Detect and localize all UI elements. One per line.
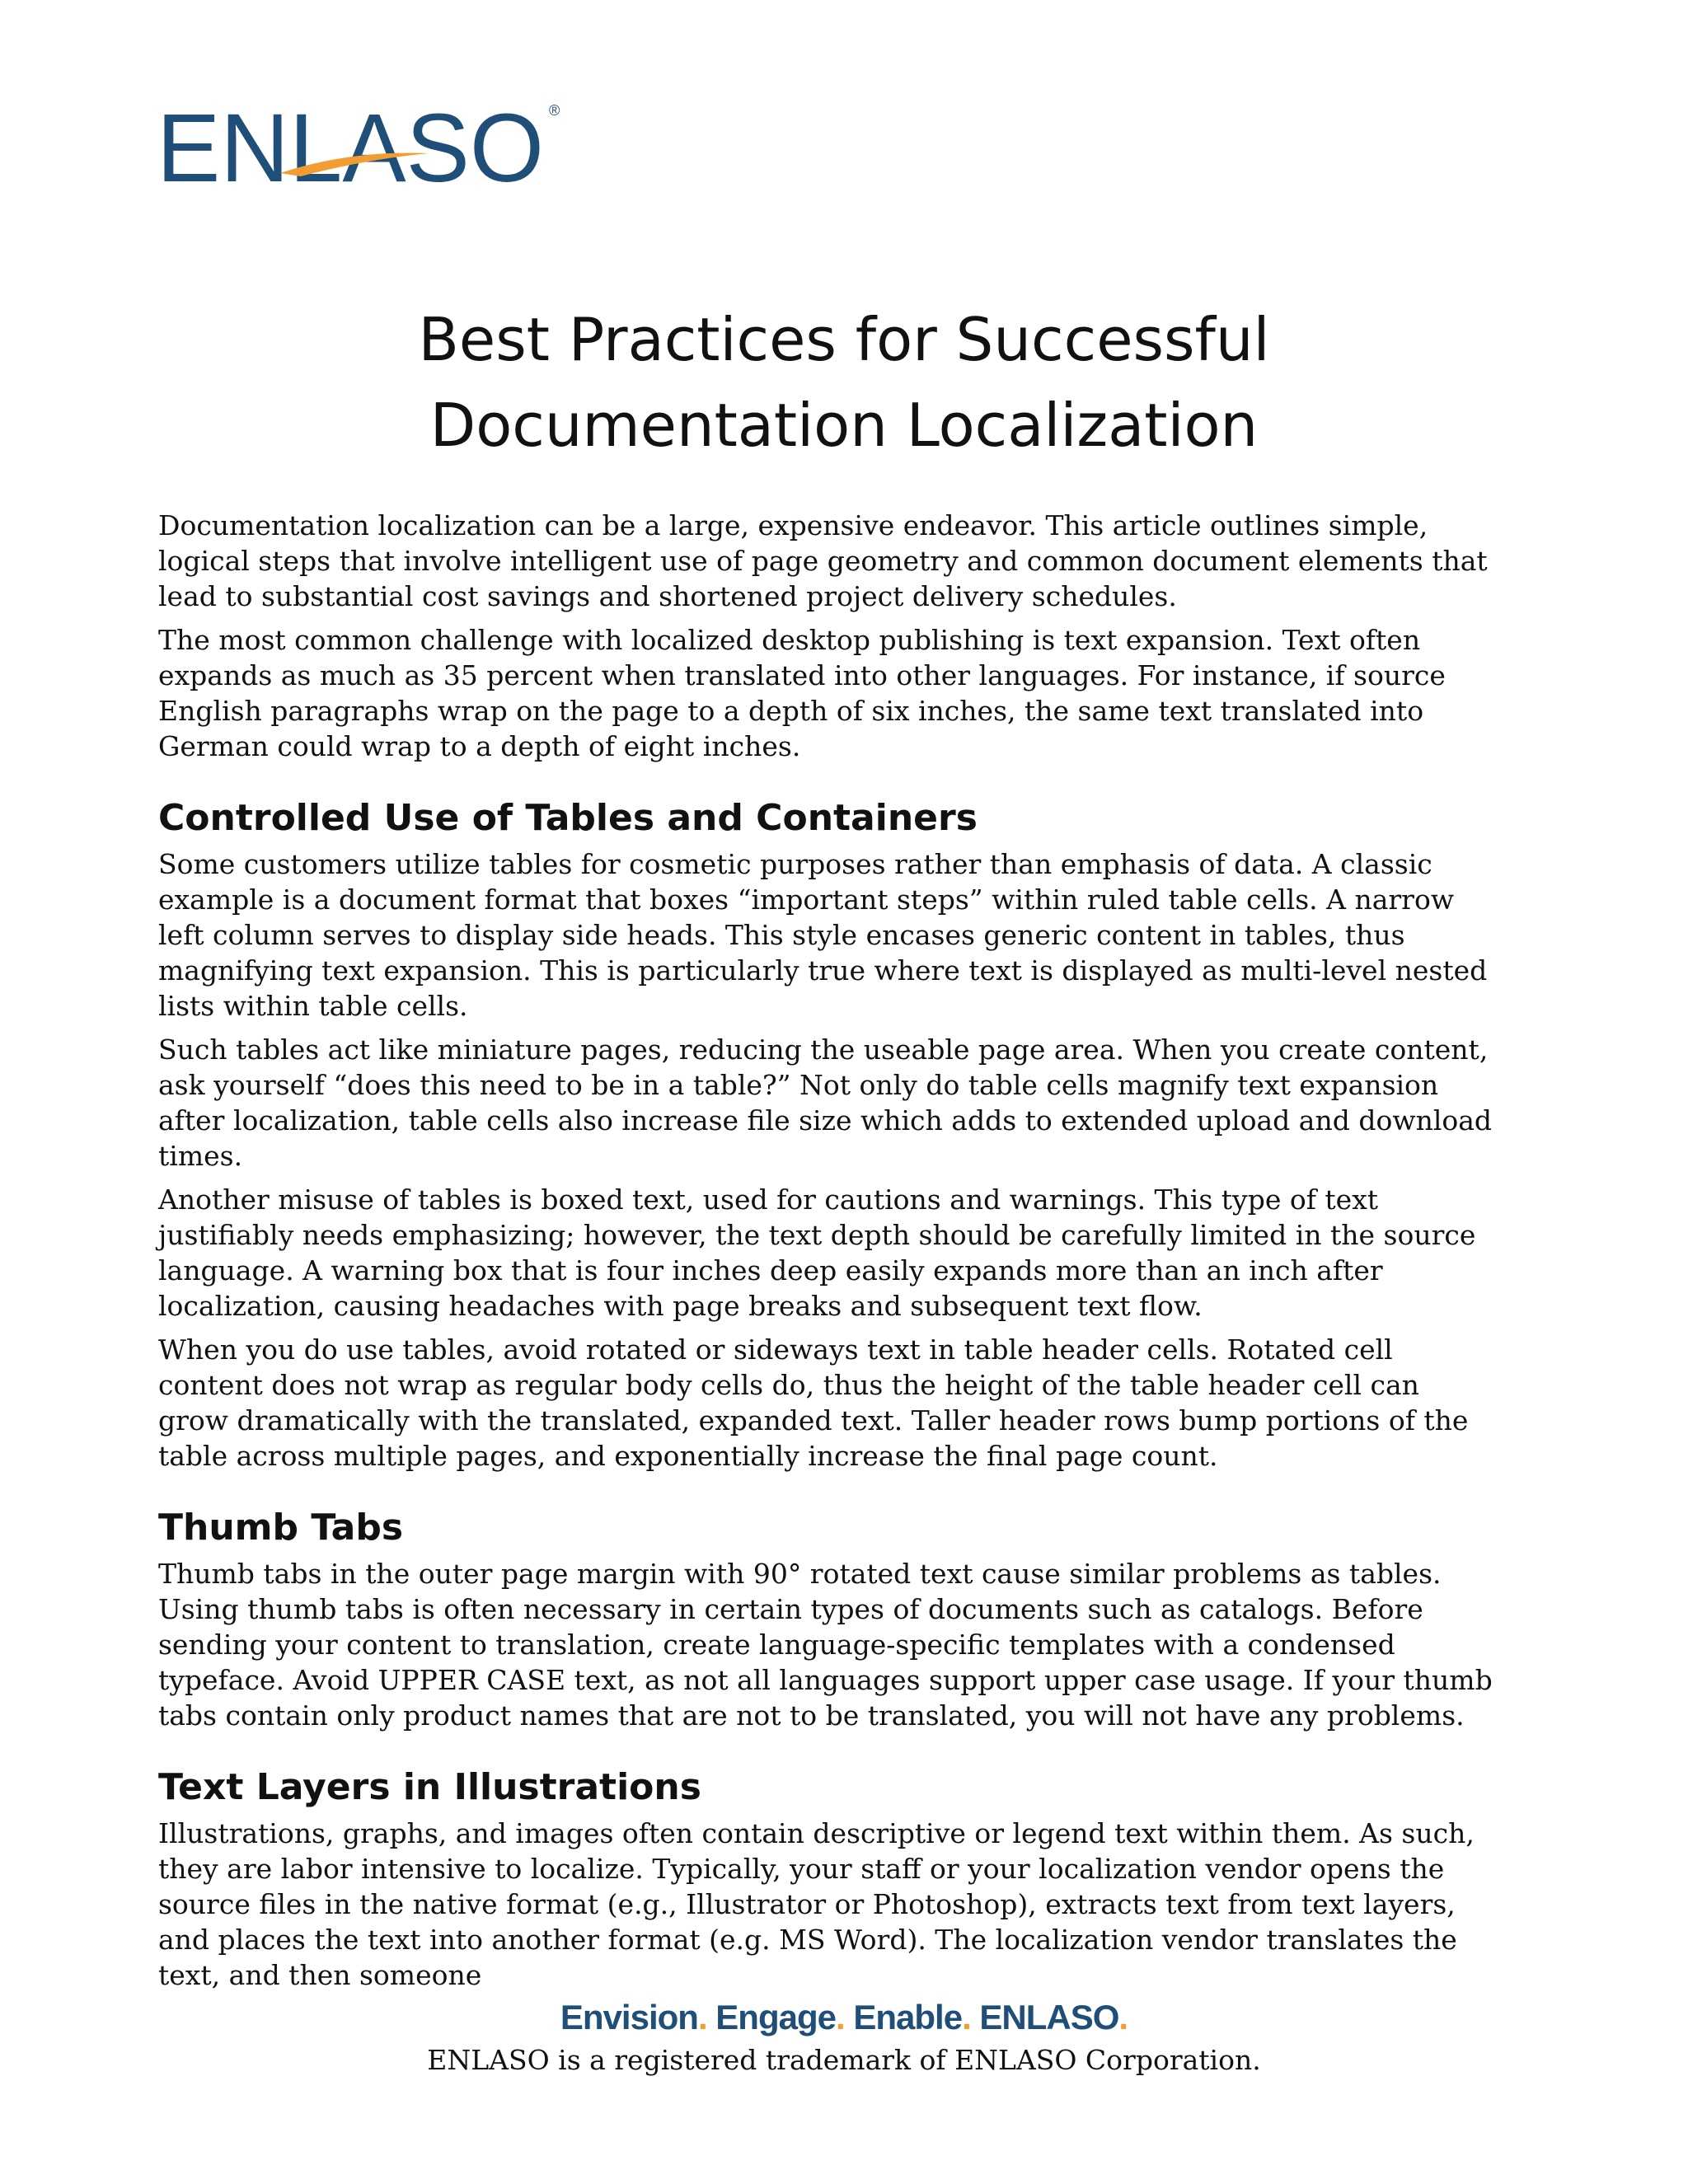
section-paragraph: Such tables act like miniature pages, reducing the useable page area. When you create content, ask yourself “does this need to be in a table?” Not only do table cells magnify text expansion after localization, table cells also increase file size which adds to extended upload and download times. [158, 1033, 1493, 1172]
tagline-dot: . [836, 1998, 845, 2036]
enlaso-logo [157, 92, 585, 191]
footer-tagline [0, 1994, 1688, 2041]
section-heading-thumb-tabs: Thumb Tabs [158, 1507, 404, 1549]
tagline-word: Enable [853, 1998, 963, 2036]
section-paragraph: Thumb tabs in the outer page margin with 90° rotated text cause similar problems as tables. Using thumb tabs is often necessary in certain types of documents such as catalogs. Before sending your content to translation, create language-specific templates with a condensed typeface. Avoid UPPER CASE text, as not all languages support upper case usage. If your thumb tabs contain only product names that are not to be translated, you will not have any problems. [158, 1558, 1493, 1732]
tagline-dot: . [962, 1998, 971, 2036]
section-paragraph: Another misuse of tables is boxed text, used for cautions and warnings. This type of text justifiably needs emphasizing; however, the text depth should be carefully limited in the source language. A warning box that is four inches deep easily expands more than an inch after localization, causing headaches with page breaks and subsequent text flow. [158, 1183, 1476, 1322]
intro-paragraph: Documentation localization can be a large, expensive endeavor. This article outlines simple, logical steps that involve intelligent use of page geometry and common document elements that lead to substantial cost savings and shortened project delivery schedules. [158, 509, 1488, 612]
tagline-word: ENLASO [979, 1998, 1119, 2036]
tagline-word: Envision [560, 1998, 698, 2036]
trademark-notice: ENLASO is a registered trademark of ENLASO Corporation. [427, 2044, 1261, 2076]
tagline-dot: . [1118, 1998, 1128, 2036]
section-paragraph: Illustrations, graphs, and images often contain descriptive or legend text within them. As such, they are labor intensive to localize. Typically, your staff or your localization vendor opens the source files in the native format (e.g., Illustrator or Photoshop), extracts text from text layers, and places the text into another format (e.g. MS Word). The localization vendor translates the text, and then someone [158, 1817, 1475, 1991]
page-title [0, 297, 1688, 468]
section-paragraph: Some customers utilize tables for cosmetic purposes rather than emphasis of data. A classic example is a document format that boxes “important steps” within ruled table cells. A narrow left column serves to display side heads. This style encases generic content in tables, thus magnifying text expansion. This is particularly true where text is displayed as multi-level nested lists within table cells. [158, 848, 1488, 1022]
tagline-word: Engage [715, 1998, 836, 2036]
section-heading-text-layers: Text Layers in Illustrations [158, 1766, 701, 1808]
title-line-1: Best Practices for Successful [418, 305, 1270, 374]
enlaso-logo-graphic [157, 92, 585, 191]
tagline-dot: . [697, 1998, 707, 2036]
logo-wordmark: ENLASO [157, 94, 544, 191]
section-paragraph: When you do use tables, avoid rotated or sideways text in table header cells. Rotated cell content does not wrap as regular body cells do, thus the height of the table header cell can grow dramatically with the translated, expanded text. Taller header rows bump portions of the table across multiple pages, and exponentially increase the final page count. [158, 1333, 1469, 1472]
section-heading-tables: Controlled Use of Tables and Containers [158, 797, 978, 839]
registered-mark: ® [549, 102, 560, 119]
intro-paragraph: The most common challenge with localized desktop publishing is text expansion. Text often expands as much as 35 percent when translated into other languages. For instance, if source English paragraphs wrap on the page to a depth of six inches, the same text translated into German could wrap to a depth of eight inches. [158, 624, 1446, 762]
page-footer [0, 1994, 1688, 2079]
article-body [158, 508, 1493, 2001]
title-line-2: Documentation Localization [429, 391, 1259, 460]
